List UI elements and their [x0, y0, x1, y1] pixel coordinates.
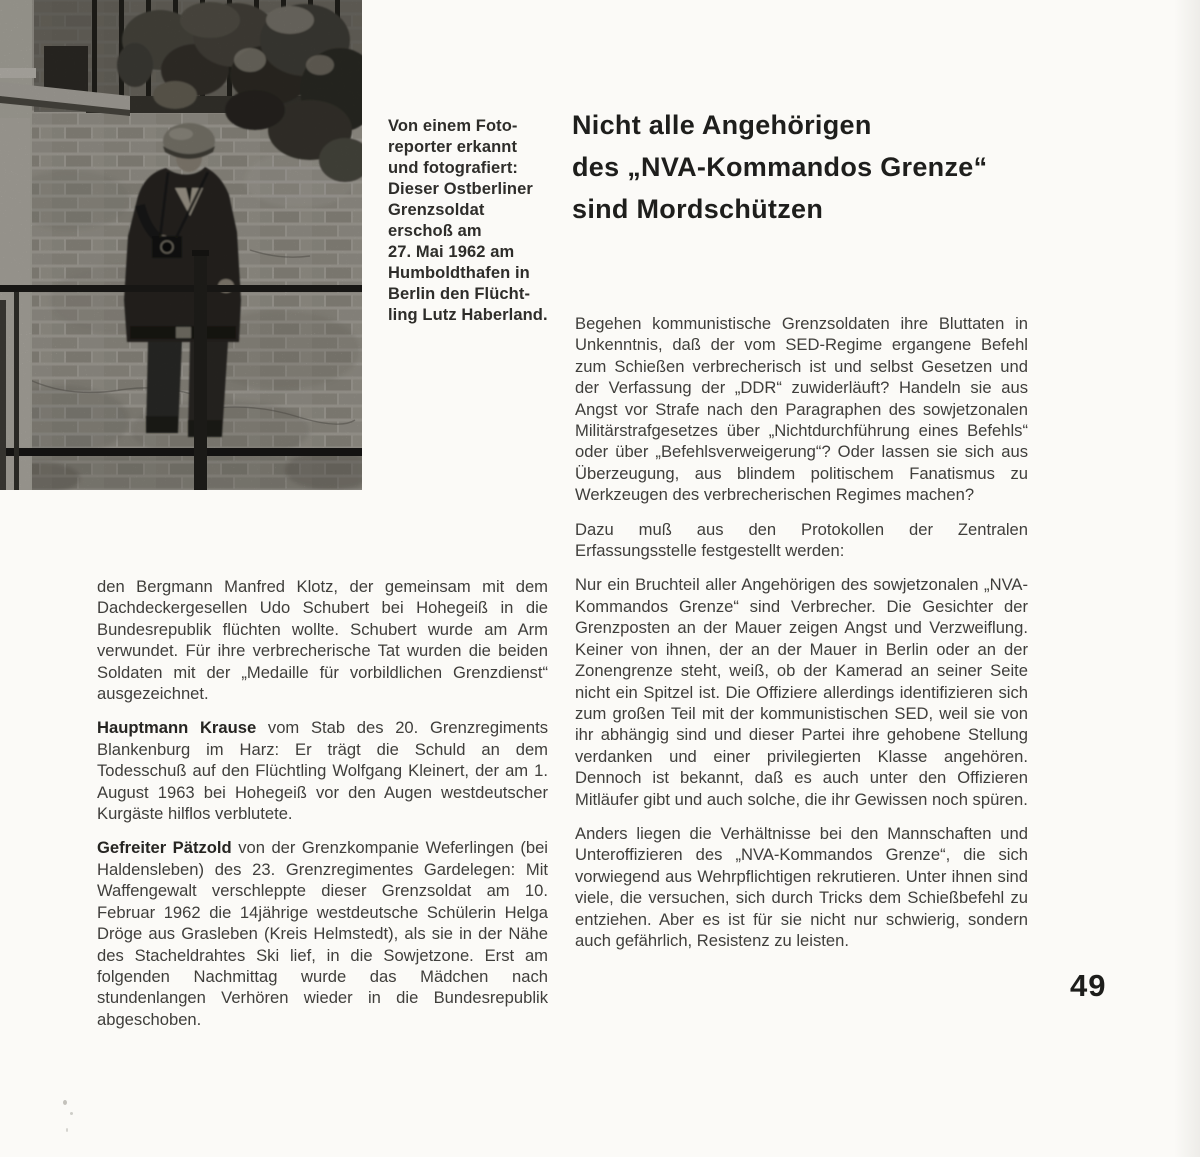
paragraph-lead: Gefreiter Pätzold [97, 838, 232, 858]
caption-line: Grenzsoldat [388, 201, 485, 219]
right-column [575, 313, 1028, 964]
scan-speck [63, 1100, 67, 1105]
caption-line: Humboldthafen in [388, 264, 530, 282]
border-soldier-photo [0, 0, 362, 490]
paragraph: Gefreiter Pätzold von der Grenzkompanie Weferlingen (bei Haldensleben) des 23. Grenzregimentes Gardelegen: Mit Waffengewalt verschleppte dieser Grenzsoldat am 10. Februar 1962 die 14jährige westdeutsche Schülerin Helga Dröge aus Grasleben (Kreis Helmstedt), als sie in der Nähe des Stacheldrahtes Ski lief, in die Sowjetzone. Erst am folgenden Nachmittag wurde das Mädchen nach stundenlangen Verhören wieder in die Bundesrepublik abgeschoben. [97, 838, 548, 1029]
caption-line: und fotografiert: [388, 159, 519, 177]
headline-line: sind Mordschützen [572, 194, 824, 224]
paragraph: Dazu muß aus den Protokollen der Zentralen Erfassungsstelle festgestellt werden: [575, 519, 1028, 561]
headline-line: des „NVA-Kommandos Grenze“ [572, 152, 988, 182]
paragraph-lead: Hauptmann Krause [97, 718, 257, 738]
page-number: 49 [1070, 968, 1107, 1003]
photo-caption [388, 116, 568, 326]
caption-line: reporter erkannt [388, 138, 518, 156]
caption-line: ling Lutz Haberland. [388, 306, 548, 324]
caption-line: 27. Mai 1962 am [388, 243, 515, 261]
caption-line: Dieser Ostberliner [388, 180, 533, 198]
caption-line: erschoß am [388, 222, 482, 240]
photo-grain [0, 0, 362, 490]
caption-line: Berlin den Flücht- [388, 285, 531, 303]
paragraph: Anders liegen die Verhältnisse bei den Mannschaften und Unteroffizieren des „NVA-Kommandos Grenze“, die sich vorwiegend aus Wehrpflichtigen rekrutieren. Unter ihnen sind viele, die versuchen, sich durch Tricks dem Schießbefehl zu entziehen. Aber es ist für sie nicht nur schwierig, sondern auch gefährlich, Resistenz zu leisten. [575, 823, 1028, 950]
photo-illustration [0, 0, 362, 490]
article-headline [572, 104, 1042, 230]
paragraph: den Bergmann Manfred Klotz, der gemeinsam mit dem Dachdeckergesellen Udo Schubert bei Hohegeiß in die Bundesrepublik flüchten wollte. Schubert wurde am Arm verwundet. Für ihre verbrecherische Tat wurden die beiden Soldaten mit der „Medaille für vorbildlichen Grenzdienst“ ausgezeichnet. [97, 577, 548, 704]
left-column [97, 576, 548, 1043]
paragraph: Nur ein Bruchteil aller Angehörigen des sowjetzonalen „NVA-Kommandos Grenze“ sind Verbrecher. Die Gesichter der Grenzposten an der Mauer zeigen Angst und Verzweiflung. Keiner von ihnen, der an der Mauer in Berlin oder an der Zonengrenze steht, weiß, ob der Kamerad an seiner Seite nicht ein Spitzel ist. Die Offiziere allerdings identifizieren sich zum großen Teil mit der kommunistischen SED, weil sie von ihr abhängig sind und dieser Partei ihre gehobene Stellung verdanken und einer privilegierten Klasse angehören. Dennoch ist bekannt, daß es auch unter den Offizieren Mitläufer gibt und auch solche, die ihr Gewissen noch spüren. [575, 575, 1028, 809]
scan-edge-shade [1174, 0, 1200, 1157]
caption-line: Von einem Foto- [388, 117, 518, 135]
scan-speck [70, 1112, 73, 1115]
scan-speck [66, 1128, 68, 1132]
paragraph: Begehen kommunistische Grenzsoldaten ihre Bluttaten in Unkenntnis, daß der vom SED-Regime ergangene Befehl zum Schießen verbrecherisch ist und selbst Gesetzen und der Verfassung der „DDR“ zuwiderläuft? Handeln sie aus Angst vor Strafe nach den Paragraphen des sowjetzonalen Militärstrafgesetzes über „Nichtdurchführung eines Befehls“ oder über „Befehlsverweigerung“? Oder lassen sie sich aus Überzeugung, aus blindem politischem Fanatismus zu Werkzeugen des verbrecherischen Regimes machen? [575, 314, 1028, 505]
headline-line: Nicht alle Angehörigen [572, 110, 872, 140]
paragraph: Hauptmann Krause vom Stab des 20. Grenzregiments Blankenburg im Harz: Er trägt die Schuld an dem Todesschuß auf den Flüchtling Wolfgang Kleinert, der am 1. August 1963 bei Hohegeiß vor den Augen westdeutscher Kurgäste hilflos verblutete. [97, 718, 548, 824]
